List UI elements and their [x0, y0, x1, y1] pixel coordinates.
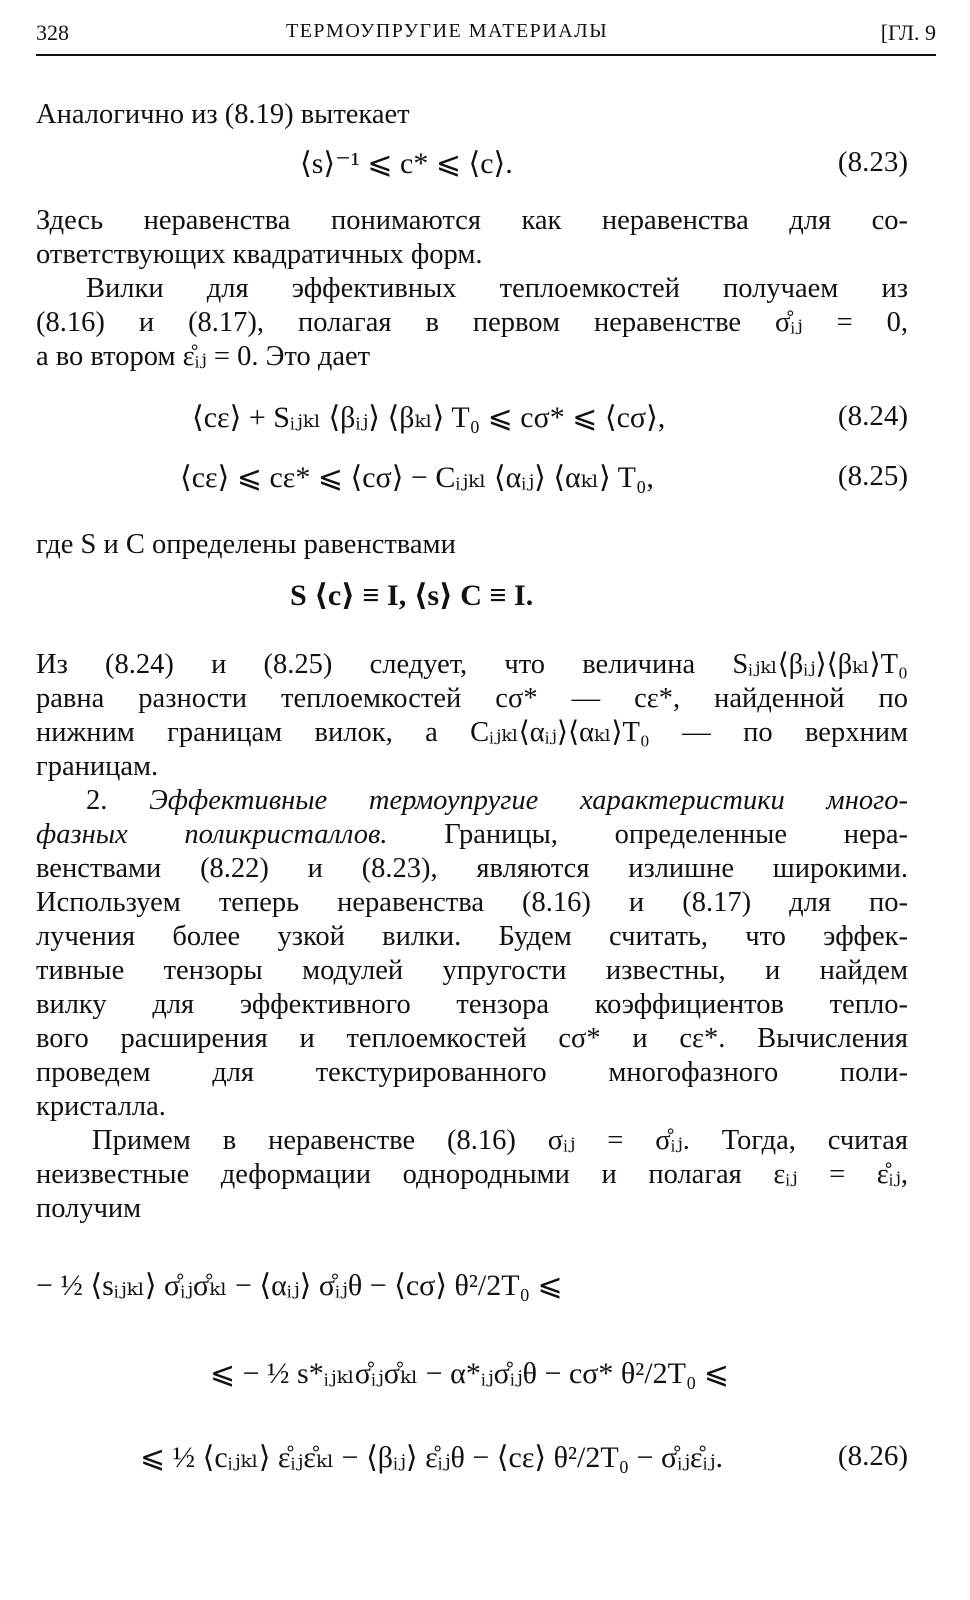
running-title: ТЕРМОУПРУГИЕ МАТЕРИАЛЫ: [286, 20, 609, 42]
text-line: границам.: [36, 751, 159, 782]
text-line: Примем в неравенстве (8.16) σᵢⱼ = σ̊ᵢⱼ. Тогда, считая: [92, 1125, 908, 1156]
equation-8-26-line-1: − ½ ⟨sᵢⱼₖₗ⟩ σ̊ᵢⱼσ̊ₖₗ − ⟨αᵢⱼ⟩ σ̊ᵢⱼθ − ⟨cσ⟩ θ²/2T₀ ⩽: [36, 1269, 563, 1302]
paragraph-5: [36, 648, 908, 784]
text-fragment: Границы, определенные нера-: [444, 819, 908, 850]
text-line: равна разности теплоемкостей cσ* — cε*, найденной по: [36, 683, 908, 714]
page-number: 328: [36, 20, 69, 45]
section-number: 2.: [86, 785, 108, 816]
paragraph-1: [36, 98, 908, 132]
text-line: лучения более узкой вилки. Будем считать, что эффек-: [36, 921, 908, 952]
paragraph-6: [36, 784, 908, 1124]
text-line: ответствующих квадратичных форм.: [36, 239, 483, 270]
text-line: [36, 784, 908, 818]
text-line: Вилки для эффективных теплоемкостей получаем из: [86, 273, 908, 304]
paragraph-3: [36, 272, 908, 374]
text-line: Аналогично из (8.19) вытекает: [36, 99, 410, 130]
text-line: Здесь неравенства понимаются как неравенства для со-: [36, 205, 908, 236]
paragraph-2: [36, 204, 908, 272]
running-header: [36, 14, 936, 56]
equation-8-25: ⟨cε⟩ ⩽ cε* ⩽ ⟨cσ⟩ − Cᵢⱼₖₗ ⟨αᵢⱼ⟩ ⟨αₖₗ⟩ T₀,: [180, 461, 654, 494]
equation-number-8-23: (8.23): [837, 146, 908, 178]
section-title: Эффективные термоупругие характеристики много-: [149, 785, 908, 816]
text-line: Из (8.24) и (8.25) следует, что величина Sᵢⱼₖₗ⟨βᵢⱼ⟩⟨βₖₗ⟩T₀: [36, 649, 908, 680]
equation-8-23: ⟨s⟩⁻¹ ⩽ c* ⩽ ⟨c⟩.: [300, 147, 513, 180]
paragraph-4: [36, 528, 908, 562]
text-line: получим: [36, 1193, 142, 1224]
equation-8-24: ⟨cε⟩ + Sᵢⱼₖₗ ⟨βᵢⱼ⟩ ⟨βₖₗ⟩ T₀ ⩽ cσ* ⩽ ⟨cσ⟩,: [192, 401, 666, 434]
text-line: тивные тензоры модулей упругости известны, и найдем: [36, 955, 908, 986]
text-line: [36, 818, 908, 852]
text-line: нижним границам вилок, а Cᵢⱼₖₗ⟨αᵢⱼ⟩⟨αₖₗ⟩T₀ — по верхним: [36, 717, 908, 748]
equation-8-26-line-3: ⩽ ½ ⟨cᵢⱼₖₗ⟩ ε̊ᵢⱼε̊ₖₗ − ⟨βᵢⱼ⟩ ε̊ᵢⱼθ − ⟨cε⟩ θ²/2T₀ − σ̊ᵢⱼε̊ᵢⱼ.: [140, 1441, 723, 1474]
text-line: а во втором ε̊ᵢⱼ = 0. Это дает: [36, 341, 371, 372]
equation-number-8-24: (8.24): [837, 400, 908, 432]
equation-number-8-26: (8.26): [837, 1440, 908, 1472]
text-line: проведем для текстурированного многофазного поли-: [36, 1057, 908, 1088]
paragraph-7: [36, 1124, 908, 1226]
chapter-label: [ГЛ. 9: [880, 20, 936, 45]
text-line: венствами (8.22) и (8.23), являются излишне широкими.: [36, 853, 908, 884]
equation-s-c-definition: S ⟨c⟩ ≡ I, ⟨s⟩ C ≡ I.: [290, 579, 534, 612]
text-line: Используем теперь неравенства (8.16) и (8.17) для по-: [36, 887, 908, 918]
text-line: вого расширения и теплоемкостей cσ* и cε*. Вычисления: [36, 1023, 908, 1054]
section-title-cont: фазных поликристаллов.: [36, 819, 388, 850]
equation-number-8-25: (8.25): [837, 460, 908, 492]
text-line: (8.16) и (8.17), полагая в первом неравенстве σ̊ᵢⱼ = 0,: [36, 307, 908, 338]
text-line: неизвестные деформации однородными и полагая εᵢⱼ = ε̊ᵢⱼ,: [36, 1159, 908, 1190]
text-line: где S и C определены равенствами: [36, 529, 456, 560]
text-line: вилку для эффективного тензора коэффициентов тепло-: [36, 989, 908, 1020]
equation-8-26-line-2: ⩽ − ½ s*ᵢⱼₖₗσ̊ᵢⱼσ̊ₖₗ − α*ᵢⱼσ̊ᵢⱼθ − cσ* θ²/2T₀ ⩽: [210, 1357, 730, 1390]
text-line: кристалла.: [36, 1091, 166, 1122]
